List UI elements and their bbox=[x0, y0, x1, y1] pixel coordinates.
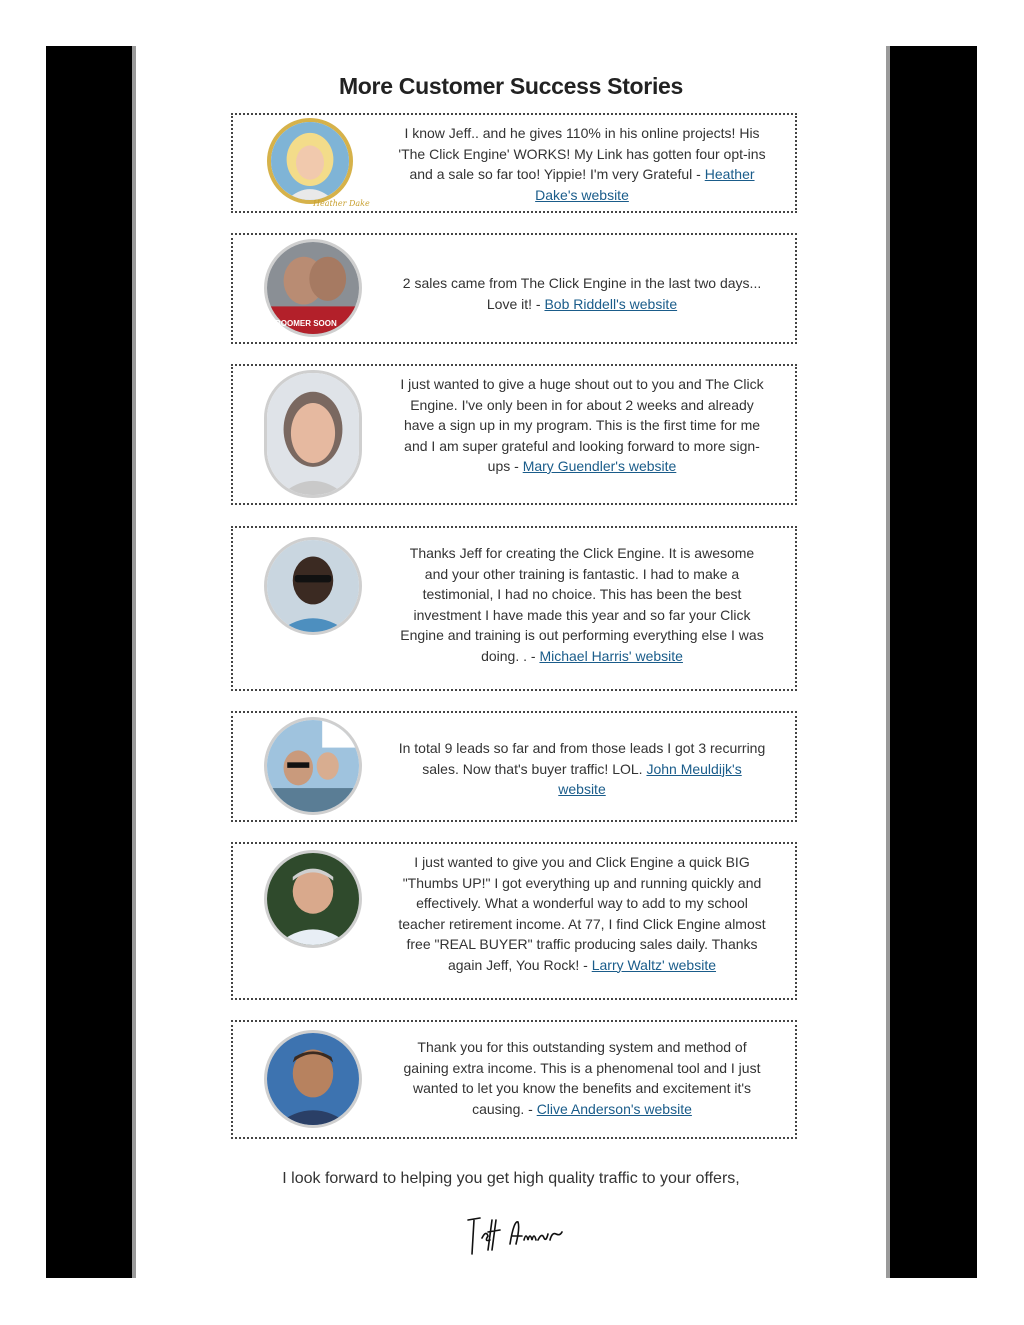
testimonial-card bbox=[231, 233, 797, 344]
avatar bbox=[267, 118, 353, 204]
website-link[interactable]: Heather Dake's website bbox=[535, 166, 755, 203]
avatar-photo bbox=[267, 540, 359, 632]
avatar-caption: Heather Dake bbox=[313, 199, 370, 208]
testimonial-text bbox=[397, 543, 767, 666]
page-frame bbox=[46, 46, 977, 1278]
website-link[interactable]: Larry Waltz' website bbox=[591, 956, 717, 973]
avatar bbox=[264, 850, 362, 948]
testimonial-card bbox=[231, 113, 797, 213]
testimonial-card bbox=[231, 364, 797, 505]
testimonial-quote: Thank you for this outstanding system and method of gaining extra income. This is a phenomenal tool and I just wanted to let you know the benefits and excitement it's causing. - bbox=[403, 1039, 761, 1117]
testimonial-text bbox=[397, 738, 767, 800]
avatar bbox=[264, 717, 362, 815]
avatar-photo bbox=[267, 1033, 359, 1125]
avatar-caption: BOOMER SOON bbox=[275, 319, 337, 328]
testimonial-quote: 2 sales came from The Click Engine in the last two days... Love it! - bbox=[402, 275, 762, 312]
avatar bbox=[264, 1030, 362, 1128]
website-link[interactable]: John Meuldijk's website bbox=[558, 760, 742, 797]
avatar-photo bbox=[267, 720, 359, 812]
avatar-photo bbox=[267, 853, 359, 945]
closing-text: I look forward to helping you get high quality traffic to your offers, bbox=[282, 1170, 740, 1187]
testimonial-card bbox=[231, 1020, 797, 1139]
testimonial-text bbox=[397, 374, 767, 477]
testimonial-text bbox=[397, 1037, 767, 1119]
testimonial-quote: I just wanted to give a huge shout out to you and The Click Engine. I've only been in for about 2 weeks and already have a sign up in my program. This is the first time for me and I am super grateful and looking forward to more sign-ups - bbox=[400, 376, 764, 474]
testimonial-text bbox=[397, 852, 767, 975]
page-content bbox=[132, 46, 890, 1278]
testimonial-quote: I know Jeff.. and he gives 110% in his online projects! His 'The Click Engine' WORKS! My Link has gotten four opt-ins and a sale so far too! Yippie! I'm very Grateful - bbox=[398, 125, 766, 182]
testimonial-card bbox=[231, 526, 797, 691]
avatar-photo bbox=[267, 373, 359, 495]
testimonial-card bbox=[231, 842, 797, 1000]
signature-image bbox=[466, 1214, 566, 1260]
testimonial-card bbox=[231, 711, 797, 822]
avatar-photo bbox=[271, 122, 349, 200]
testimonial-text bbox=[397, 123, 767, 205]
website-link[interactable]: Mary Guendler's website bbox=[522, 458, 677, 474]
avatar bbox=[264, 537, 362, 635]
avatar bbox=[264, 370, 362, 498]
website-link[interactable]: Michael Harris' website bbox=[539, 647, 683, 664]
testimonial-text bbox=[397, 273, 767, 314]
testimonial-quote: Thanks Jeff for creating the Click Engine. It is awesome and your other training is fantastic. I had to make a testimonial, I had no choice. This has been the best investment I have made this year and so far your Click Engine and training is out performing everything else I was doing. . - bbox=[400, 545, 764, 664]
testimonial-quote: I just wanted to give you and Click Engine a quick BIG "Thumbs UP!" I got everything up and running quickly and effectively. What a wonderful way to add to my school teacher retirement income. At 77, I find Click Engine almost free "REAL BUYER" traffic producing sales daily. Thanks again Jeff, You Rock! - bbox=[398, 854, 766, 973]
testimonial-quote: In total 9 leads so far and from those leads I got 3 recurring sales. Now that's buyer traffic! LOL. bbox=[398, 740, 766, 777]
website-link[interactable]: Bob Riddell's website bbox=[544, 295, 678, 312]
website-link[interactable]: Clive Anderson's website bbox=[536, 1100, 692, 1117]
page-title: More Customer Success Stories bbox=[338, 73, 684, 99]
